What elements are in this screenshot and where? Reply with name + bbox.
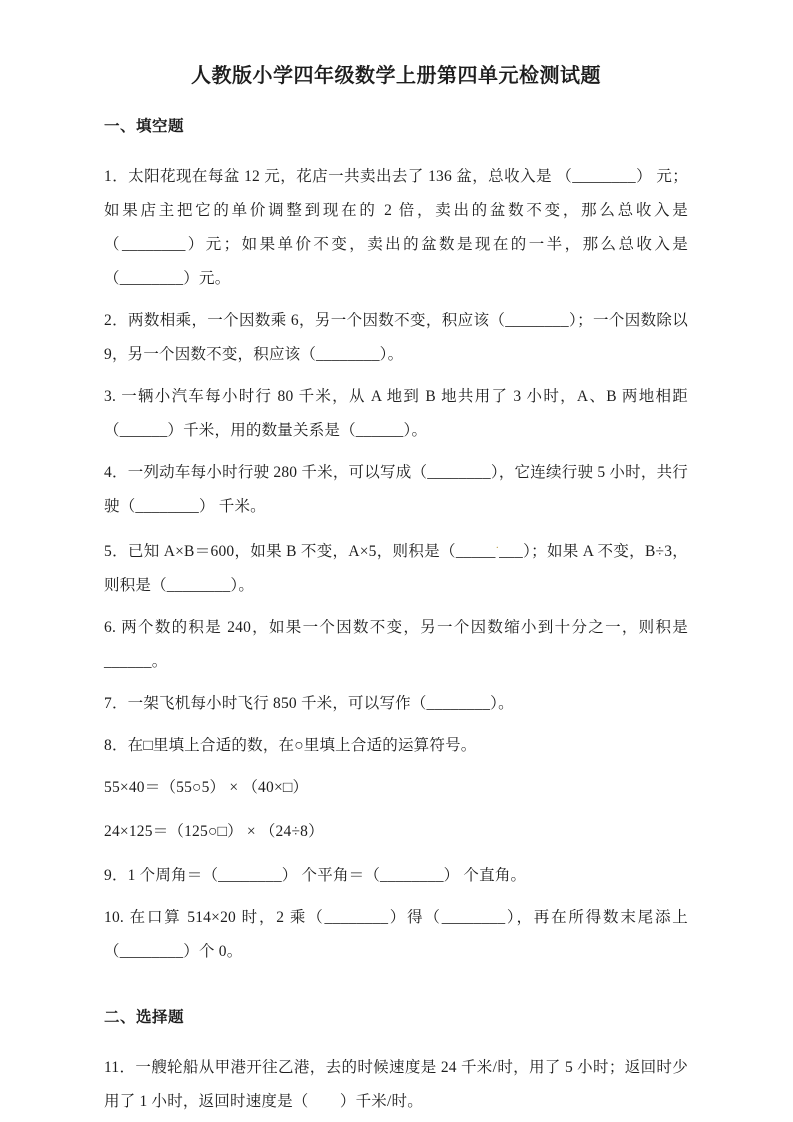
section-heading-fill-in: 一、填空题 [104, 118, 185, 135]
question-5-text-start: 5．已知 A×B＝600，如果 B 不变，A×5，则积是（_____ [104, 543, 496, 560]
page-title: 人教版小学四年级数学上册第四单元检测试题 [191, 65, 601, 87]
question-2: 2．两数相乘，一个因数乘 6，另一个因数不变，积应该（________）；一个因数除以 9，另一个因数不变，积应该（________）。 [104, 312, 688, 363]
question-4: 4．一列动车每小时行驶 280 千米，可以写成（________），它连续行驶 5 小时，共行驶（________） 千米。 [104, 464, 688, 515]
question-5-stray-dot-mark: · [495, 543, 500, 554]
question-8-formula-2: 24×125＝（125○□） × （24÷8） [104, 823, 324, 840]
question-1: 1．太阳花现在每盆 12 元，花店一共卖出去了 136 盆，总收入是 （________） 元；如果店主把它的单价调整到现在的 2 倍，卖出的盆数不变，那么总收入是（________）元；如果单价不变，卖出的盆数是现在的一半，那么总收入是（________）元。 [104, 168, 688, 287]
question-9: 9．1 个周角＝（________） 个平角＝（________） 个直角。 [104, 867, 527, 884]
question-11: 11．一艘轮船从甲港开往乙港，去的时候速度是 24 千米/时，用了 5 小时；返回时少用了 1 小时，返回时速度是（ ）千米/时。 [104, 1059, 688, 1110]
question-5-text-end: ___）；如果 A 不变，B÷3，则积是（________）。 [104, 543, 688, 594]
question-6: 6. 两个数的积是 240，如果一个因数不变，另一个因数缩小到十分之一，则积是______。 [104, 619, 688, 670]
question-7: 7．一架飞机每小时飞行 850 千米，可以写作（________）。 [104, 695, 514, 712]
question-10: 10. 在口算 514×20 时，2 乘（________）得（________），再在所得数末尾添上（________）个 0。 [104, 909, 688, 960]
question-5 [104, 532, 688, 603]
question-8: 8．在□里填上合适的数，在○里填上合适的运算符号。 [104, 737, 477, 754]
question-8-formula-1: 55×40＝（55○5） × （40×□） [104, 779, 309, 796]
question-3: 3. 一辆小汽车每小时行 80 千米，从 A 地到 B 地共用了 3 小时，A、B 两地相距（______）千米，用的数量关系是（______）。 [104, 388, 688, 439]
section-heading-multiple-choice: 二、选择题 [104, 1009, 185, 1026]
